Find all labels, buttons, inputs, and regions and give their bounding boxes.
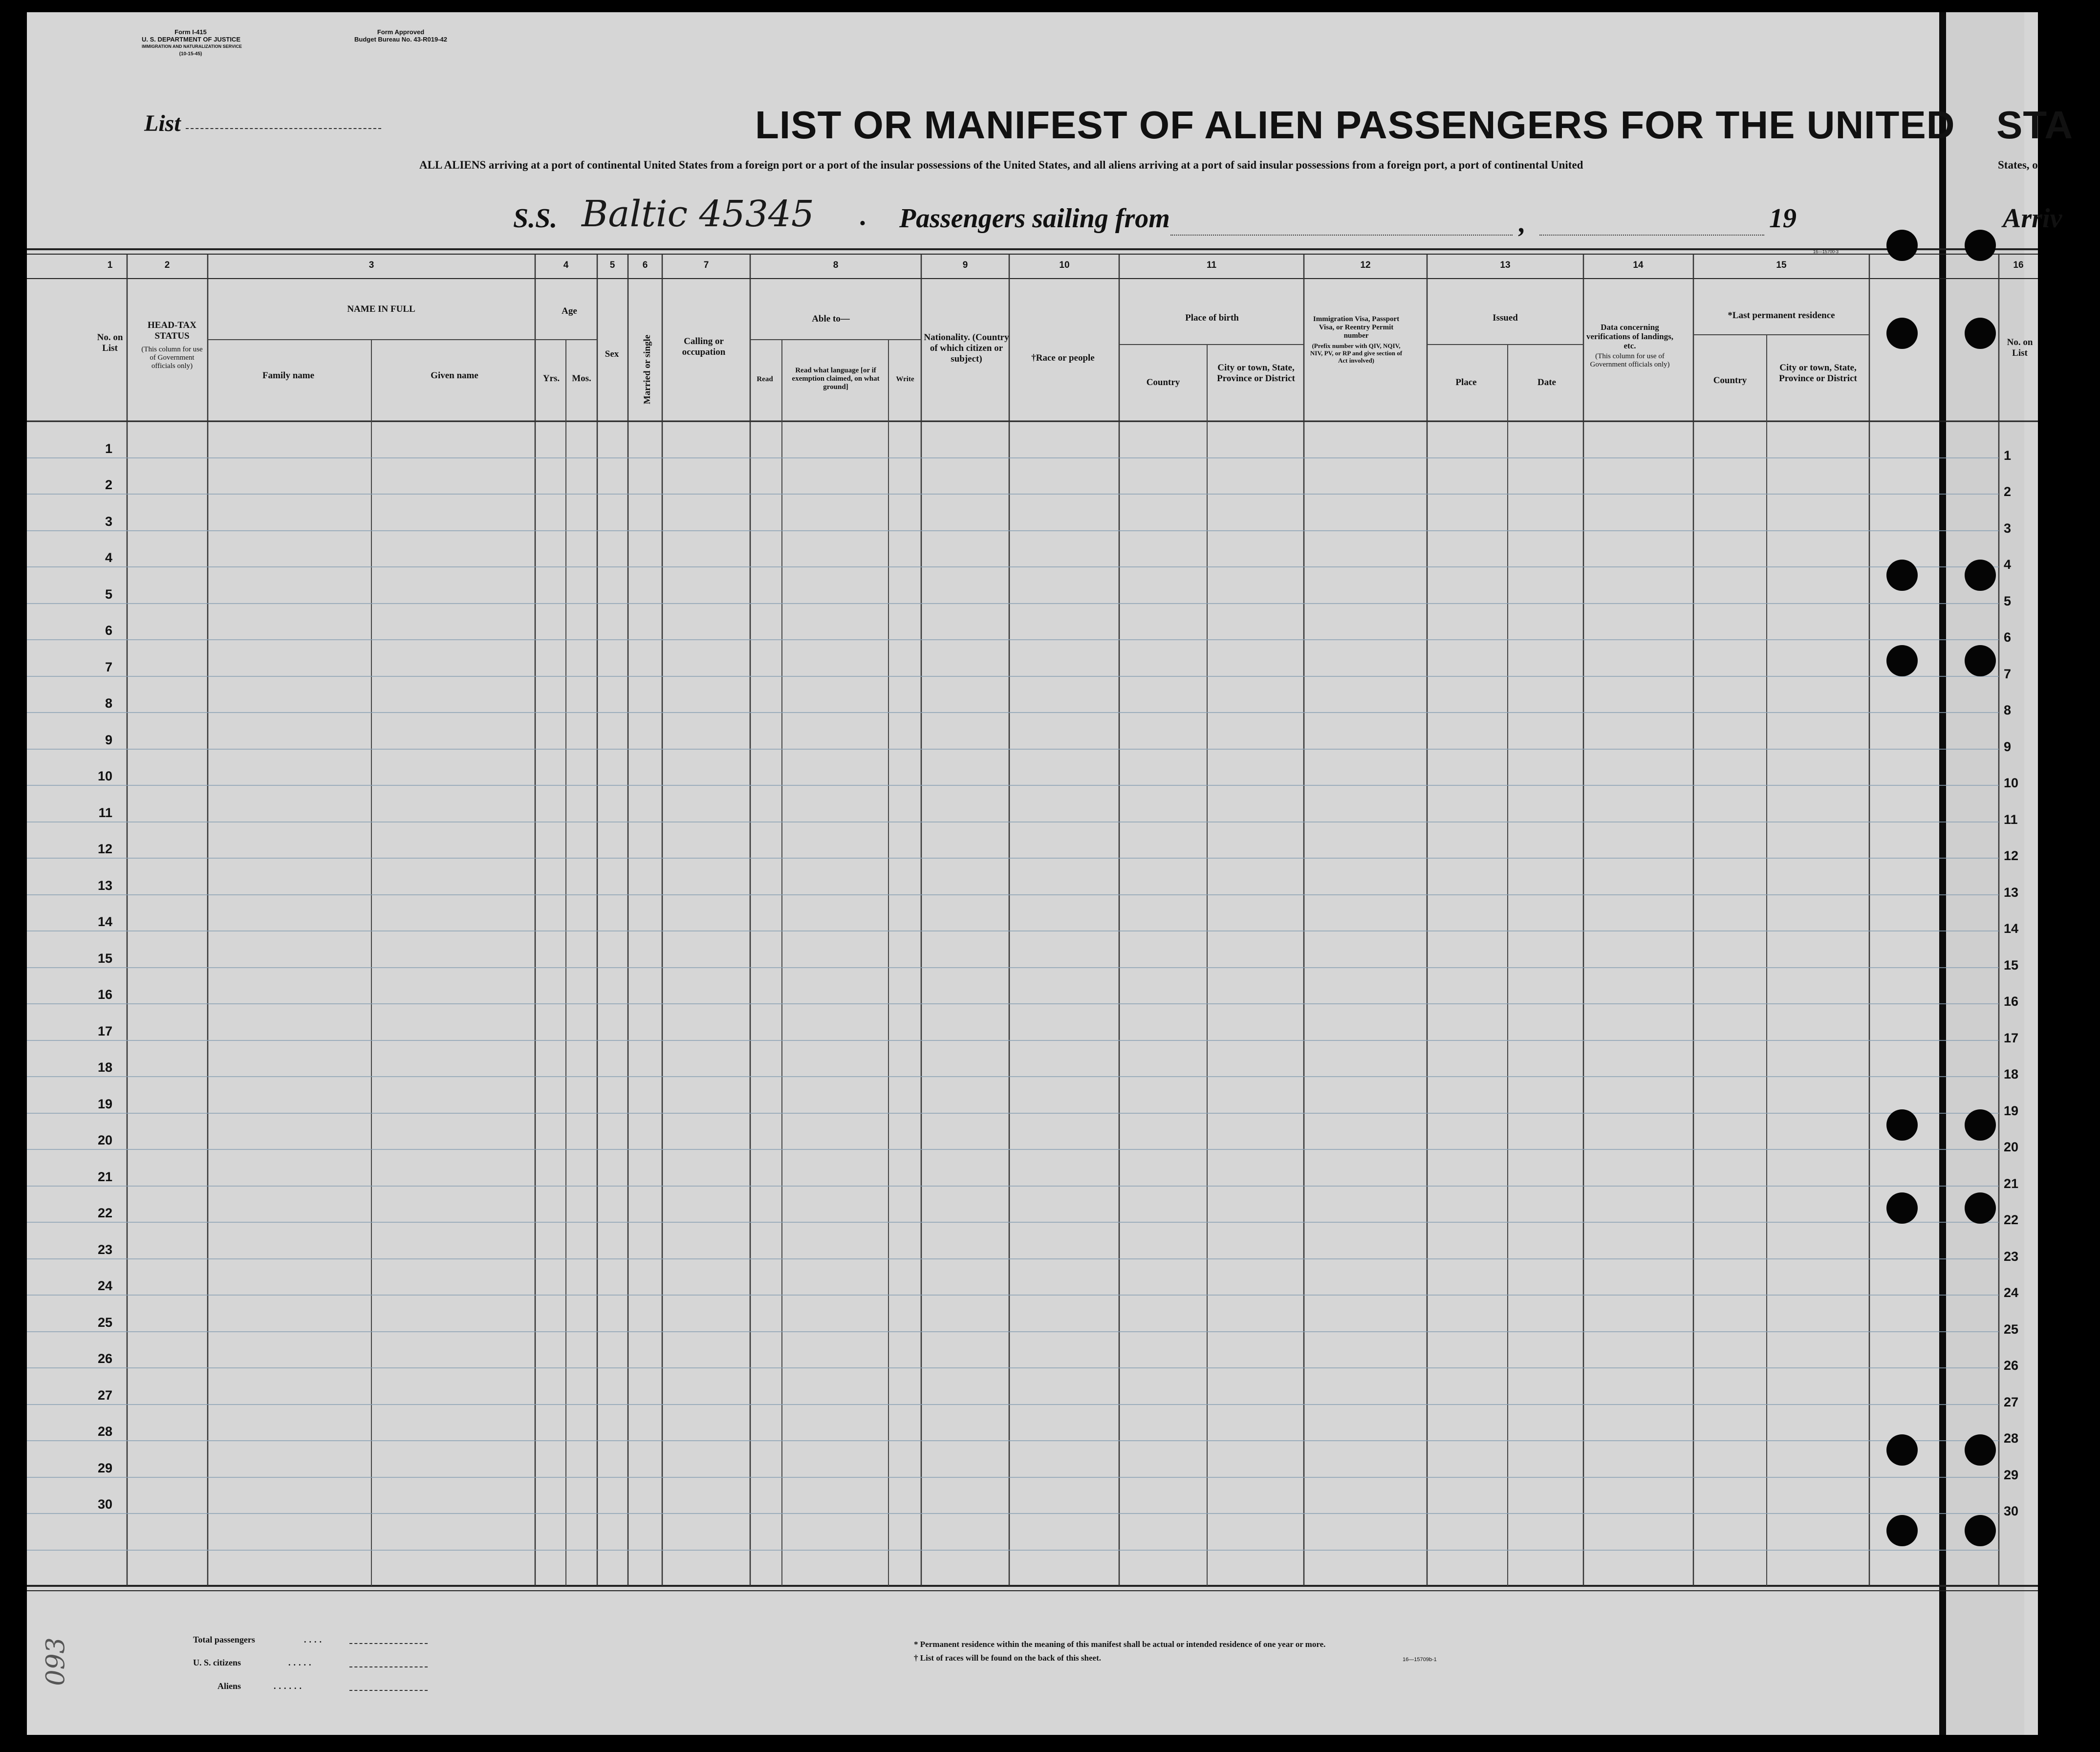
visa-label: Immigration Visa, Passport Visa, or Reentry Permit number <box>1313 315 1400 340</box>
row-number-right: 18 <box>2004 1067 2019 1081</box>
header-name-in-full: NAME IN FULL <box>347 304 415 314</box>
form-subtitle: ALL ALIENS arriving at a port of continental United States from a foreign port or a port of the insular possessions of the United States, and all aliens arriving at a port of said insular possessions from a foreign port, a port of continental United <box>419 159 1583 171</box>
column-number: 8 <box>833 260 839 270</box>
header-no-on-list-right: No. on List <box>2007 337 2033 358</box>
row-number-left: 5 <box>105 587 112 602</box>
punch-hole <box>1965 230 1996 261</box>
row-number-left: 18 <box>97 1060 112 1075</box>
row-number-right: 8 <box>2004 703 2012 717</box>
visa-note: (Prefix number with QIV, NQIV, NIV, PV, or RP and give section of Act involved) <box>1310 342 1403 364</box>
data-concerning-note: (This column for use of Government officials only) <box>1590 352 1670 368</box>
row-number-left: 9 <box>105 733 112 747</box>
row-number-left: 27 <box>97 1388 112 1403</box>
punch-hole <box>1886 1192 1918 1224</box>
row-number-left: 29 <box>97 1461 112 1475</box>
row-number-left: 3 <box>105 514 112 529</box>
row-number-left: 17 <box>97 1024 112 1038</box>
aliens-label: Aliens <box>217 1681 241 1691</box>
row-number-left: 1 <box>105 441 112 456</box>
row-number-right: 6 <box>2004 630 2012 645</box>
head-tax-label: HEAD-TAX STATUS <box>148 320 196 341</box>
row-number-right: 20 <box>2004 1140 2019 1154</box>
row-number-right: 22 <box>2004 1212 2019 1227</box>
row-number-right: 27 <box>2004 1395 2019 1409</box>
header-married: Married or single <box>642 334 652 405</box>
column-number: 3 <box>368 260 374 270</box>
row-number-right: 17 <box>2004 1031 2019 1045</box>
header-issued-date: Date <box>1537 377 1556 388</box>
row-number-right: 10 <box>2004 776 2019 790</box>
us-citizens-field[interactable] <box>349 1666 428 1667</box>
edition: (10-15-45) <box>179 51 202 57</box>
row-number-left: 6 <box>105 623 112 638</box>
row-number-left: 23 <box>97 1242 112 1257</box>
form-title: LIST OR MANIFEST OF ALIEN PASSENGERS FOR THE UNITED <box>755 103 1955 147</box>
punch-hole <box>1965 645 1996 676</box>
header-yrs: Yrs. <box>542 373 560 384</box>
header-able-to: Able to— <box>812 314 850 324</box>
footnote-permanent-residence: * Permanent residence within the meaning of this manifest shall be actual or intended residence of one year or more. <box>914 1640 1326 1649</box>
punch-hole <box>1965 1515 1996 1546</box>
row-number-right: 7 <box>2004 667 2012 681</box>
header-last-residence: *Last permanent residence <box>1728 310 1835 321</box>
column-number: 12 <box>1360 260 1371 270</box>
header-visa <box>1310 315 1403 364</box>
row-number-right: 23 <box>2004 1249 2019 1264</box>
punch-hole <box>1886 1434 1918 1466</box>
punch-hole <box>1886 560 1918 591</box>
total-passengers-field[interactable] <box>349 1643 428 1644</box>
row-number-right: 3 <box>2004 521 2012 536</box>
row-number-left: 22 <box>97 1206 112 1220</box>
footnote-races: † List of races will be found on the back of this sheet. <box>914 1653 1101 1663</box>
header-family-name: Family name <box>262 370 315 381</box>
row-number-right: 25 <box>2004 1322 2019 1337</box>
row-number-left: 12 <box>97 842 112 856</box>
row-number-left: 21 <box>97 1169 112 1184</box>
row-number-right: 28 <box>2004 1431 2019 1446</box>
row-number-left: 24 <box>97 1278 112 1293</box>
header-read-language: Read what language [or if exemption claimed, on what ground] <box>792 367 880 391</box>
header-no-on-list: No. on List <box>97 332 123 353</box>
row-number-right: 21 <box>2004 1176 2019 1191</box>
row-number-right: 26 <box>2004 1358 2019 1373</box>
row-number-left: 13 <box>97 878 112 893</box>
list-label: List <box>144 110 181 136</box>
passengers-sailing-label: Passengers sailing from <box>899 203 1170 234</box>
row-number-left: 15 <box>97 951 112 966</box>
row-number-right: 15 <box>2004 958 2019 973</box>
service-name: IMMIGRATION AND NATURALIZATION SERVICE <box>142 44 242 49</box>
column-number: 2 <box>164 260 170 270</box>
row-number-right: 5 <box>2004 594 2012 608</box>
head-tax-note: (This column for use of Government officials only) <box>141 346 203 370</box>
punch-hole <box>1886 318 1918 349</box>
header-read: Read <box>757 375 773 383</box>
margin-handwriting: 093 <box>41 1637 71 1686</box>
column-number: 16 <box>2013 260 2024 270</box>
aliens-field[interactable] <box>349 1690 428 1691</box>
row-number-left: 20 <box>97 1133 112 1147</box>
row-number-left: 26 <box>97 1351 112 1366</box>
row-number-right: 1 <box>2004 448 2012 463</box>
header-nationality: Nationality. (Country of which citizen or subject) <box>924 332 1009 364</box>
row-number-right: 14 <box>2004 921 2019 936</box>
row-number-left: 30 <box>97 1497 112 1512</box>
row-number-right: 30 <box>2004 1504 2019 1518</box>
column-number: 14 <box>1633 260 1644 270</box>
row-number-left: 4 <box>105 550 112 565</box>
row-number-left: 10 <box>97 769 112 783</box>
row-number-left: 16 <box>97 987 112 1002</box>
header-data-concerning <box>1586 323 1674 369</box>
punch-hole <box>1965 560 1996 591</box>
row-number-right: 29 <box>2004 1468 2019 1482</box>
punch-hole <box>1965 1434 1996 1466</box>
row-number-left: 14 <box>97 914 112 929</box>
form-approved: Form Approved <box>377 28 425 36</box>
column-number: 11 <box>1206 260 1217 270</box>
row-number-right: 13 <box>2004 885 2019 900</box>
form-title-continued: STA <box>1996 103 2074 147</box>
row-number-right: 16 <box>2004 994 2019 1009</box>
row-number-right: 2 <box>2004 484 2012 499</box>
punch-hole <box>1886 1515 1918 1546</box>
data-concerning-label: Data concerning verifications of landings, etc. <box>1586 323 1674 350</box>
footer-print-code: 16—15709b-1 <box>1403 1657 1437 1663</box>
header-birth-city: City or town, State, Province or District <box>1217 363 1295 384</box>
budget-number: Budget Bureau No. 43-R019-42 <box>354 36 447 43</box>
row-number-right: 11 <box>2004 812 2018 827</box>
column-number: 9 <box>962 260 968 270</box>
column-number: 10 <box>1059 260 1070 270</box>
row-number-left: 8 <box>105 696 112 711</box>
row-number-left: 7 <box>105 660 112 674</box>
row-number-right: 9 <box>2004 739 2012 754</box>
ss-label: S.S. <box>513 203 558 234</box>
row-number-left: 28 <box>97 1424 112 1439</box>
punch-hole <box>1965 1192 1996 1224</box>
header-sex: Sex <box>605 349 619 359</box>
row-number-right: 4 <box>2004 557 2012 572</box>
header-age: Age <box>562 306 577 316</box>
header-race: †Race or people <box>1031 353 1095 363</box>
punch-hole <box>1886 230 1918 261</box>
header-residence-city: City or town, State, Province or District <box>1779 363 1857 384</box>
header-issued: Issued <box>1493 313 1518 323</box>
form-id: Form I-415 <box>174 28 207 36</box>
column-number: 4 <box>563 260 569 270</box>
row-number-right: 24 <box>2004 1285 2019 1300</box>
year-label: 19 <box>1769 203 1797 234</box>
header-write: Write <box>896 375 914 383</box>
header-issued-place: Place <box>1455 377 1477 388</box>
column-number: 7 <box>703 260 709 270</box>
column-number: 5 <box>609 260 615 270</box>
column-number: 1 <box>107 260 113 270</box>
header-birth-country: Country <box>1146 377 1180 388</box>
us-citizens-label: U. S. citizens <box>193 1658 241 1667</box>
total-passengers-label: Total passengers <box>193 1635 255 1644</box>
punch-hole <box>1965 318 1996 349</box>
punch-hole <box>1965 1109 1996 1141</box>
row-number-left: 11 <box>98 805 112 820</box>
punch-hole <box>1886 645 1918 676</box>
column-number: 13 <box>1500 260 1511 270</box>
dept-name: U. S. DEPARTMENT OF JUSTICE <box>142 36 240 43</box>
header-head-tax <box>138 320 206 370</box>
row-number-left: 2 <box>105 477 112 492</box>
row-number-right: 19 <box>2004 1103 2019 1118</box>
arriving-continued: Arriv <box>2003 203 2062 234</box>
header-place-of-birth: Place of birth <box>1185 313 1239 323</box>
column-number: 15 <box>1776 260 1787 270</box>
row-number-left: 19 <box>97 1097 112 1111</box>
print-code: 16—15700-3 <box>1813 249 1839 254</box>
header-given-name: Given name <box>431 370 478 381</box>
form-subtitle-continued: States, o <box>1998 159 2038 171</box>
ship-name-handwritten[interactable]: Baltic 45345 <box>582 193 814 235</box>
header-calling: Calling or occupation <box>682 336 726 357</box>
row-number-left: 25 <box>97 1315 112 1330</box>
header-mos: Mos. <box>572 373 591 384</box>
row-number-right: 12 <box>2004 848 2019 863</box>
header-residence-country: Country <box>1713 375 1747 386</box>
punch-hole <box>1886 1109 1918 1141</box>
column-number: 6 <box>642 260 648 270</box>
